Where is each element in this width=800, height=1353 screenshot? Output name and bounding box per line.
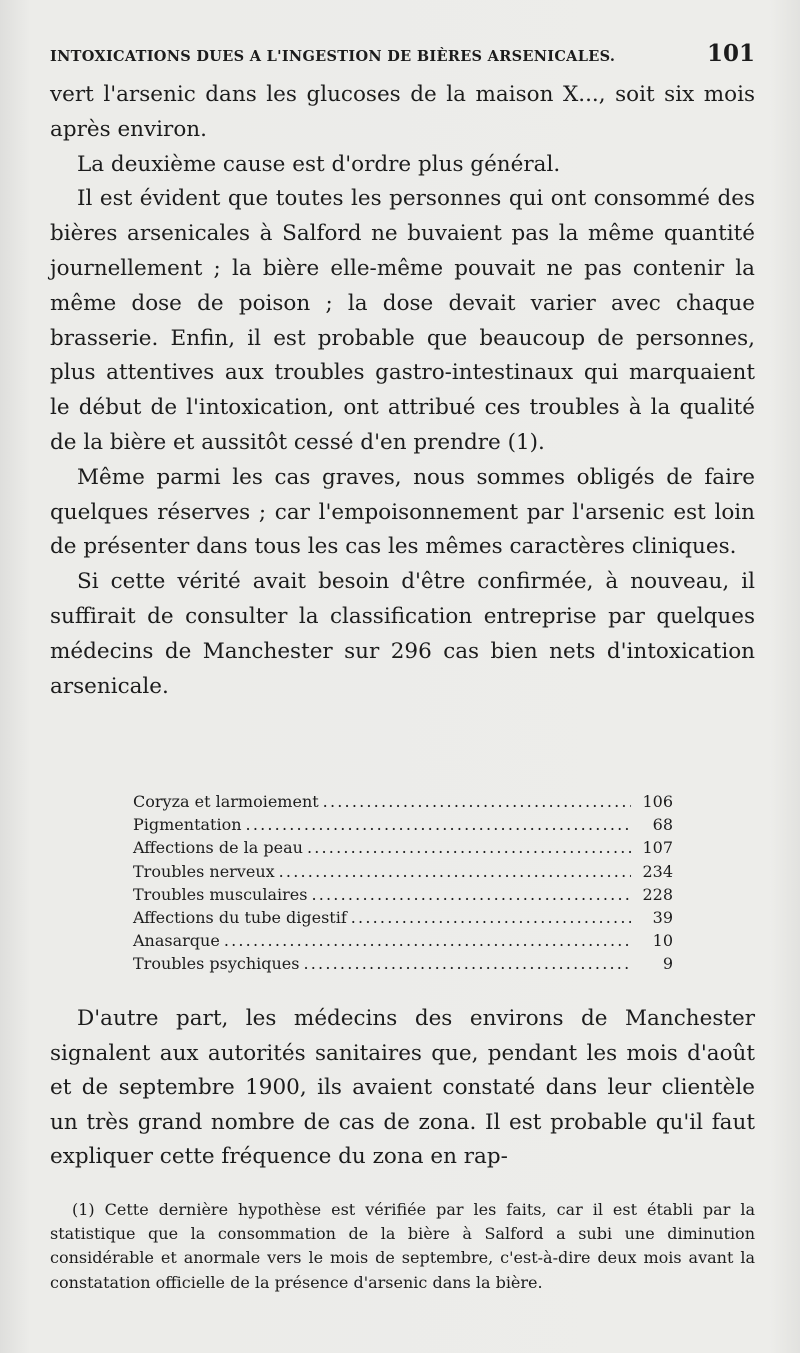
- paragraph-continuation: vert l'arsenic dans les glucoses de la maison X..., soit six mois après environ.: [50, 82, 755, 142]
- closing-text: [50, 1002, 755, 1175]
- symptom-label: Anasarque: [133, 931, 220, 951]
- table-row: [133, 929, 673, 952]
- symptoms-table: [133, 790, 673, 976]
- footnote: [50, 1198, 755, 1295]
- paragraph: Même parmi les cas graves, nous sommes obligés de faire quelques réserves ; car l'empoisonnement par l'arsenic est loin de présenter dans tous les cas les mêmes caractères cliniques.: [50, 464, 755, 560]
- paragraph: D'autre part, les médecins des environs de Manchester signalent aux autorités sanitaires que, pendant les mois d'août et de septembre 1900, ils avaient constaté dans leur clientèle un très grand nombre de cas de zona. Il est probable qu'il faut expliquer cette fréquence du zona en rap-: [50, 1006, 755, 1169]
- symptom-count: 10: [652, 931, 673, 951]
- table-row: [133, 813, 673, 836]
- leader-dots: [246, 813, 631, 836]
- symptom-label: Affections de la peau: [133, 838, 303, 858]
- paragraph: Si cette vérité avait besoin d'être confirmée, à nouveau, il suffirait de consulter la classification entreprise par quelques médecins de Manchester sur 296 cas bien nets d'intoxication arsenicale.: [50, 569, 755, 699]
- symptom-count: 9: [662, 954, 673, 974]
- symptom-count: 107: [642, 838, 673, 858]
- leader-dots: [323, 790, 631, 813]
- symptom-label: Troubles musculaires: [133, 884, 308, 904]
- symptom-label: Coryza et larmoiement: [133, 792, 319, 811]
- page-header: [50, 40, 755, 67]
- table-row: [133, 883, 673, 906]
- paragraph: La deuxième cause est d'ordre plus général.: [77, 151, 561, 177]
- paragraph: Il est évident que toutes les personnes qui ont consommé des bières arsenicales à Salford ne buvaient pas la même quantité journellement ; la bière elle-même pouvait ne pas contenir la même dose de poison ; la dose devait varier avec chaque brasserie. Enfin, il est probable que beaucoup de personnes, plus attentives aux troubles gastro-intestinaux qui marquaient le début de l'intoxication, ont attribué ces troubles à la qualité de la bière et aussitôt cessé d'en prendre (1).: [50, 186, 755, 455]
- table-row: [133, 952, 673, 975]
- symptom-count: 68: [652, 815, 673, 835]
- symptom-count: 39: [652, 908, 673, 928]
- leader-dots: [279, 860, 631, 883]
- main-text: [50, 78, 755, 704]
- table-row: [133, 836, 673, 859]
- page-number: 101: [706, 40, 755, 67]
- symptom-label: Troubles nerveux: [133, 861, 275, 881]
- symptom-count: 106: [642, 792, 673, 811]
- symptom-label: Troubles psychiques: [133, 954, 300, 974]
- table-row: [133, 790, 673, 813]
- leader-dots: [351, 906, 631, 929]
- footnote-text: (1) Cette dernière hypothèse est vérifiée par les faits, car il est établi par la statistique que la consommation de la bière à Salford a subi une diminution considérable et anormale vers le mois de septembre, c'est-à-dire deux mois avant la constatation officielle de la présence d'arsenic dans la bière.: [50, 1200, 755, 1292]
- leader-dots: [224, 929, 631, 952]
- symptom-count: 234: [642, 861, 673, 881]
- table-row: [133, 906, 673, 929]
- leader-dots: [311, 883, 631, 906]
- table-row: [133, 860, 673, 883]
- symptom-label: Affections du tube digestif: [133, 908, 347, 928]
- symptom-count: 228: [642, 884, 673, 904]
- leader-dots: [307, 836, 631, 859]
- leader-dots: [303, 952, 631, 975]
- running-title: INTOXICATIONS DUES A L'INGESTION DE BIÈRES ARSENICALES.: [50, 48, 616, 65]
- symptom-label: Pigmentation: [133, 815, 242, 835]
